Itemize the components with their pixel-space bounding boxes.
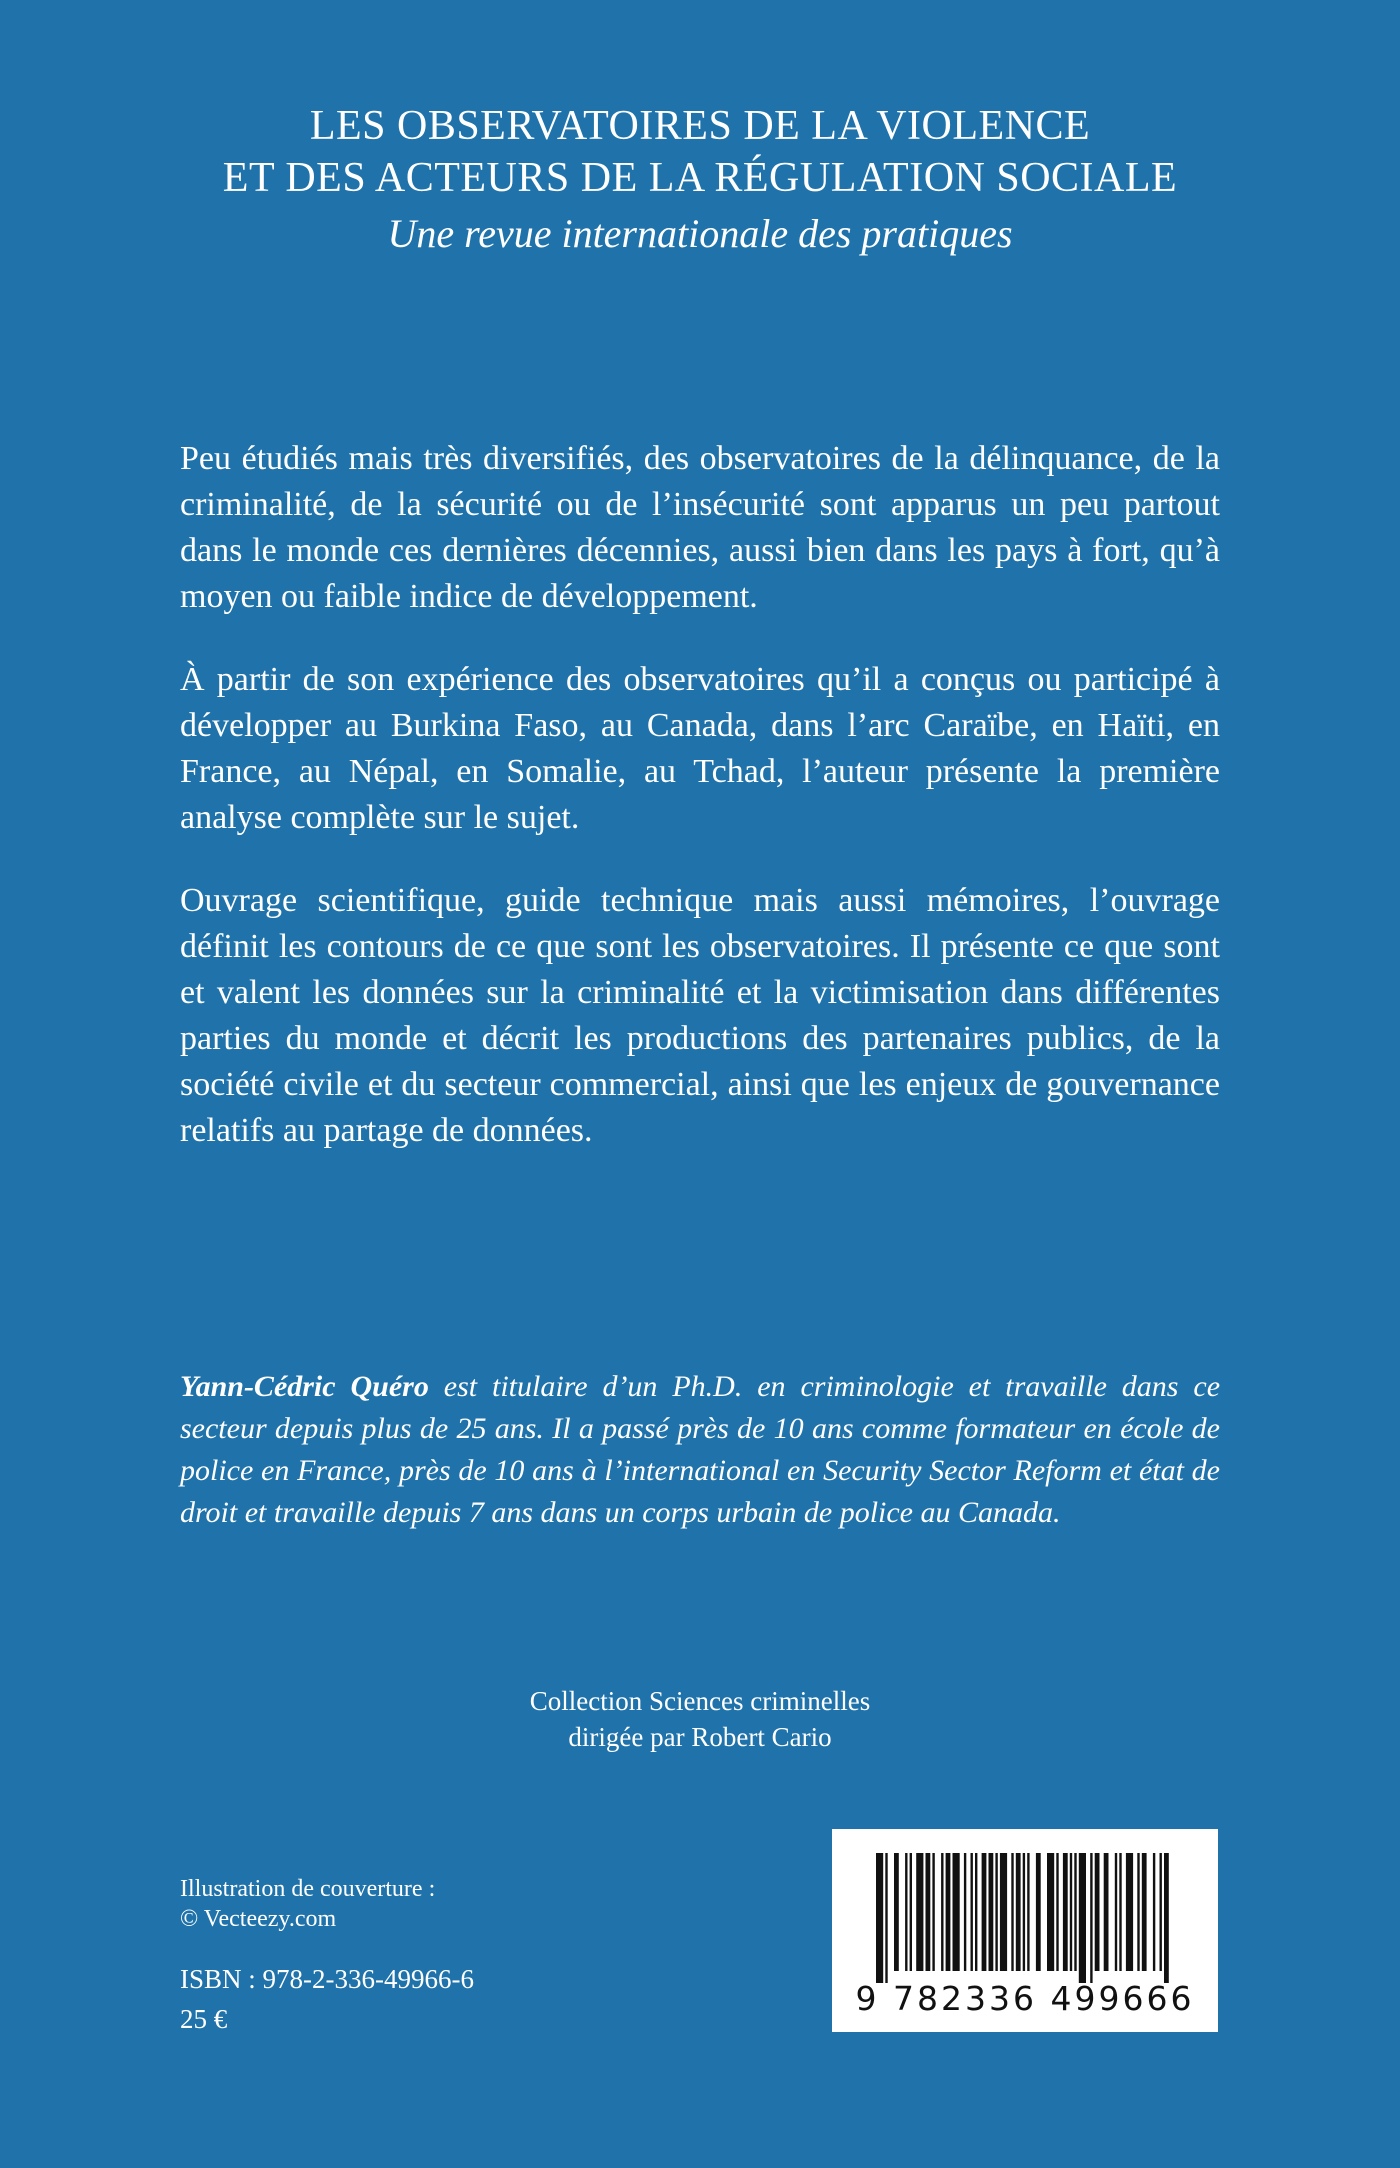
barcode-bar (910, 1853, 912, 1971)
barcode-bar (1153, 1853, 1155, 1971)
barcode-bar (1016, 1853, 1021, 1971)
barcode-bar (1056, 1853, 1058, 1971)
barcode-bar (1090, 1853, 1092, 1983)
barcode-bar (1063, 1853, 1068, 1971)
barcode-bar (1137, 1853, 1139, 1971)
author-name: Yann-Cédric Quéro (180, 1370, 429, 1403)
title-block (0, 100, 1400, 262)
author-bio (180, 1366, 1220, 1534)
synopsis-paragraph-2: À partir de son expérience des observatoires qu’il a conçus ou participé à développer au Burkina Faso, au Canada, dans l’arc Caraïbe, en Haïti, en France, au Népal, en Somalie, au Tchad, l’auteur présente la première analyse complète sur le sujet. (180, 661, 1220, 836)
barcode-bar (1036, 1853, 1041, 1971)
barcode-bar (1126, 1853, 1133, 1971)
barcode-digits: 9 782336 499666 (855, 1979, 1195, 2018)
synopsis (180, 436, 1220, 1191)
isbn-price-block (180, 1959, 474, 2039)
collection-name: Collection Sciences criminelles (529, 1686, 871, 1716)
book-subtitle: Une revue internationale des pratiques (387, 211, 1013, 256)
barcode-bar (1079, 1853, 1086, 1983)
barcode-bar (995, 1853, 997, 1971)
barcode-bar (1011, 1853, 1013, 1971)
synopsis-paragraph-3: Ouvrage scientifique, guide technique mais aussi mémoires, l’ouvrage définit les contours de ce que sont les observatoires. Il présente ce que sont et valent les données sur la criminalité et la victimisation dans différentes parties du monde et décrit les productions des partenaires publics, de la société civile et du secteur commercial, ainsi que les enjeux de gouvernance relatifs au partage de données. (180, 882, 1220, 1149)
barcode-bar (1074, 1853, 1076, 1971)
barcode-bar (1164, 1853, 1169, 1983)
barcode-bar (885, 1853, 887, 1983)
collection-director: dirigée par Robert Cario (568, 1722, 832, 1752)
barcode-bar (926, 1853, 931, 1971)
barcode-bar (1000, 1853, 1007, 1971)
barcode-bar (1095, 1853, 1100, 1971)
author-bio-text: est titulaire d’un Ph.D. en criminologie et travaille dans ce secteur depuis plus de 25 ans. Il a passé près de 10 ans comme formateur en école de police en France, près de 10 ans à l’international en Security Sector Reform et état de droit et travaille depuis 7 ans dans un corps urbain de police au Canada. (180, 1370, 1221, 1529)
barcode-bar (964, 1853, 966, 1971)
barcode-bar (1027, 1853, 1029, 1971)
barcode-bar (1142, 1853, 1147, 1971)
collection-info (0, 1683, 1400, 1755)
barcode-bar (982, 1853, 987, 1971)
barcode-bar (971, 1853, 973, 1971)
isbn-number: ISBN : 978-2-336-49966-6 (180, 1964, 474, 1994)
barcode-bar (941, 1853, 943, 1971)
barcode-bar (876, 1853, 883, 1983)
barcode-bar (946, 1853, 951, 1971)
barcode-bar (1115, 1853, 1117, 1971)
barcode-bar (1160, 1853, 1162, 1971)
barcode-bar (932, 1853, 934, 1971)
synopsis-paragraph-1: Peu étudiés mais très diversifiés, des observatoires de la délinquance, de la criminalité, de la sécurité ou de l’insécurité sont apparus un peu partout dans le monde ces dernières décennies, aussi bien dans les pays à fort, qu’à moyen ou faible indice de développement. (180, 440, 1220, 615)
barcode-bar (894, 1853, 899, 1971)
barcode-bar (953, 1853, 960, 1971)
barcode-bar (1104, 1853, 1109, 1971)
book-title-line-2: ET DES ACTEURS DE LA RÉGULATION SOCIALE (222, 155, 1178, 201)
barcode-bar (1119, 1853, 1121, 1971)
barcode-bar (1023, 1853, 1025, 1971)
credit-source: © Vecteezy.com (180, 1906, 337, 1932)
barcode-bar (916, 1853, 923, 1971)
barcode-bar (1070, 1853, 1072, 1971)
cover-illustration-credit (180, 1874, 435, 1934)
barcode-bar (905, 1853, 907, 1971)
book-title-line-1: LES OBSERVATOIRES DE LA VIOLENCE (309, 103, 1091, 149)
barcode-bar (975, 1853, 977, 1971)
price: 25 € (180, 2004, 228, 2034)
barcode-bar (1047, 1853, 1054, 1971)
barcode-box (832, 1829, 1218, 2032)
credit-label: Illustration de couverture : (180, 1876, 436, 1902)
barcode-bar (989, 1853, 994, 1971)
